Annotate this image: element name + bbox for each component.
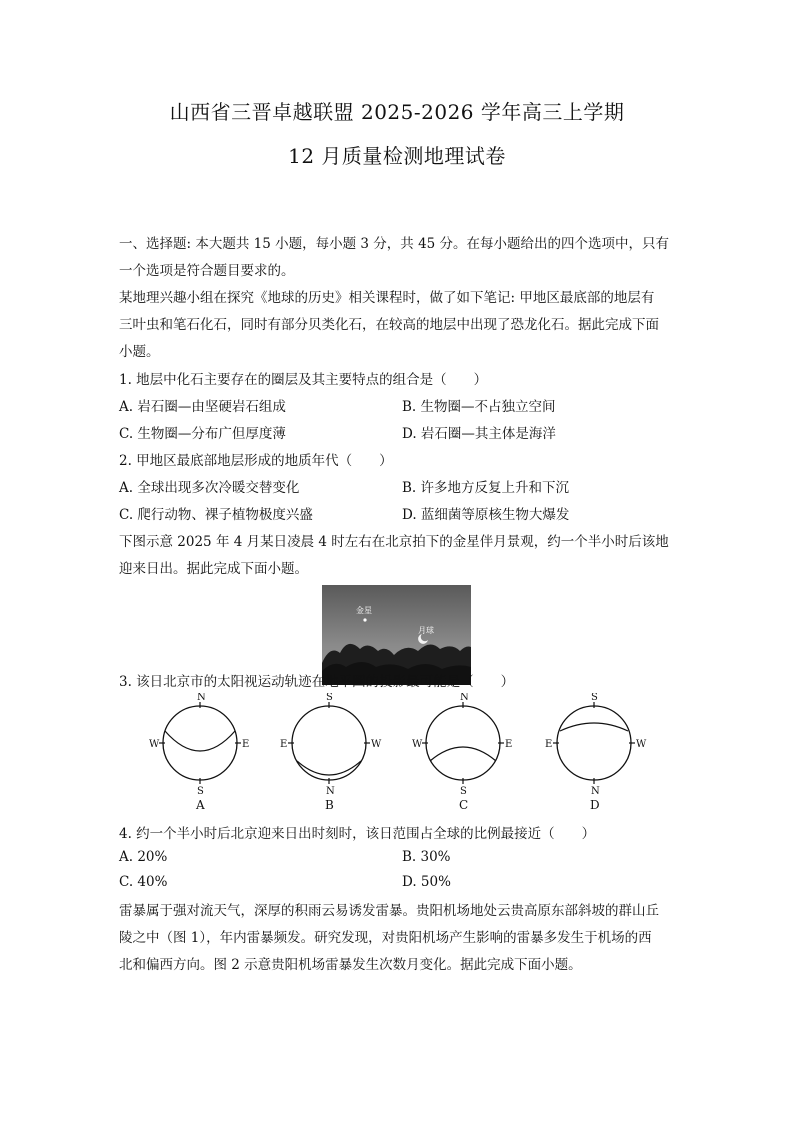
diagram-c-caption: C: [459, 798, 469, 812]
q2-option-a[interactable]: A. 全球出现多次冷暖交替变化: [119, 480, 300, 496]
diagram-c-top: N: [460, 693, 469, 703]
diagram-d-top: S: [591, 693, 598, 703]
moon-label: 月球: [418, 626, 434, 635]
diagram-a-right: E: [242, 739, 250, 750]
diagram-a[interactable]: [149, 693, 249, 812]
page-title: 山西省三晋卓越联盟 2025-2026 学年高三上学期: [169, 100, 625, 124]
page-subtitle: 12 月质量检测地理试卷: [288, 144, 506, 168]
q1-option-d[interactable]: D. 岩石圈—其主体是海洋: [402, 426, 556, 442]
section-instructions-line1: 一、选择题: 本大题共 15 小题，每小题 3 分，共 45 分。在每小题给出的四个选项中，只有: [119, 236, 670, 252]
passage2-line2: 迎来日出。据此完成下面小题。: [119, 561, 308, 577]
diagram-a-top: N: [197, 693, 206, 703]
q4-option-c[interactable]: C. 40%: [119, 874, 168, 890]
passage3-line3: 北和偏西方向。图 2 示意贵阳机场雷暴发生次数月变化。据此完成下面小题。: [119, 957, 582, 973]
q4-stem: 4. 约一个半小时后北京迎来日出时刻时，该日范围占全球的比例最接近（ ）: [119, 826, 596, 842]
q1-stem: 1. 地层中化石主要存在的圈层及其主要特点的组合是（ ）: [119, 372, 488, 388]
diagram-b-top: S: [326, 693, 333, 703]
diagram-d-caption: D: [590, 798, 600, 812]
passage1-line3: 小题。: [119, 344, 160, 360]
q4-option-d[interactable]: D. 50%: [402, 874, 451, 890]
diagram-d-bottom: N: [591, 786, 600, 797]
q4-option-b[interactable]: B. 30%: [402, 849, 451, 865]
diagram-a-left: W: [149, 739, 160, 750]
q2-option-d[interactable]: D. 蓝细菌等原核生物大爆发: [402, 507, 570, 523]
diagram-c-bottom: S: [460, 786, 467, 797]
passage2-line1: 下图示意 2025 年 4 月某日凌晨 4 时左右在北京拍下的金星伴月景观，约一个半小时后该地: [119, 534, 669, 550]
q2-option-b[interactable]: B. 许多地方反复上升和下沉: [402, 480, 570, 496]
q2-stem: 2. 甲地区最底部地层形成的地质年代（ ）: [119, 453, 393, 469]
diagram-d-right: W: [636, 739, 647, 750]
diagram-b-right: W: [371, 739, 382, 750]
venus-label: 金星: [356, 606, 372, 615]
diagram-b-bottom: N: [326, 786, 335, 797]
diagram-c-left: W: [412, 739, 423, 750]
q3-stem: 3. 该日北京市的太阳视运动轨迹在地平圈的投影最可能是（ ）: [119, 674, 515, 690]
diagram-a-bottom: S: [197, 786, 204, 797]
diagram-d-left: E: [545, 739, 553, 750]
q4-option-a[interactable]: A. 20%: [119, 849, 168, 865]
diagram-b-left: E: [280, 739, 288, 750]
diagram-b-caption: B: [325, 798, 334, 812]
q1-option-b[interactable]: B. 生物圈—不占独立空间: [402, 399, 556, 415]
q2-option-c[interactable]: C. 爬行动物、裸子植物极度兴盛: [119, 507, 313, 523]
diagram-c[interactable]: [412, 693, 512, 812]
passage3-line2: 陵之中（图 1），年内雷暴频发。研究发现，对贵阳机场产生影响的雷暴多发生于机场的西: [119, 930, 652, 946]
passage1-line1: 某地理兴趣小组在探究《地球的历史》相关课程时，做了如下笔记: 甲地区最底部的地层有: [119, 290, 655, 306]
diagram-d[interactable]: [545, 693, 647, 812]
q1-option-a[interactable]: A. 岩石圈—由坚硬岩石组成: [119, 399, 286, 415]
passage3-line1: 雷暴属于强对流天气，深厚的积雨云易诱发雷暴。贵阳机场地处云贵高原东部斜坡的群山丘: [119, 903, 659, 919]
diagram-c-right: E: [505, 739, 513, 750]
diagram-a-caption: A: [196, 798, 205, 812]
q1-option-c[interactable]: C. 生物圈—分布广但厚度薄: [119, 426, 286, 442]
section-instructions-line2: 一个选项是符合题目要求的。: [119, 263, 295, 279]
sun-path-options: [140, 693, 660, 813]
diagram-b[interactable]: [280, 693, 382, 812]
passage1-line2: 三叶虫和笔石化石，同时有部分贝类化石，在较高的地层中出现了恐龙化石。据此完成下面: [119, 317, 659, 333]
